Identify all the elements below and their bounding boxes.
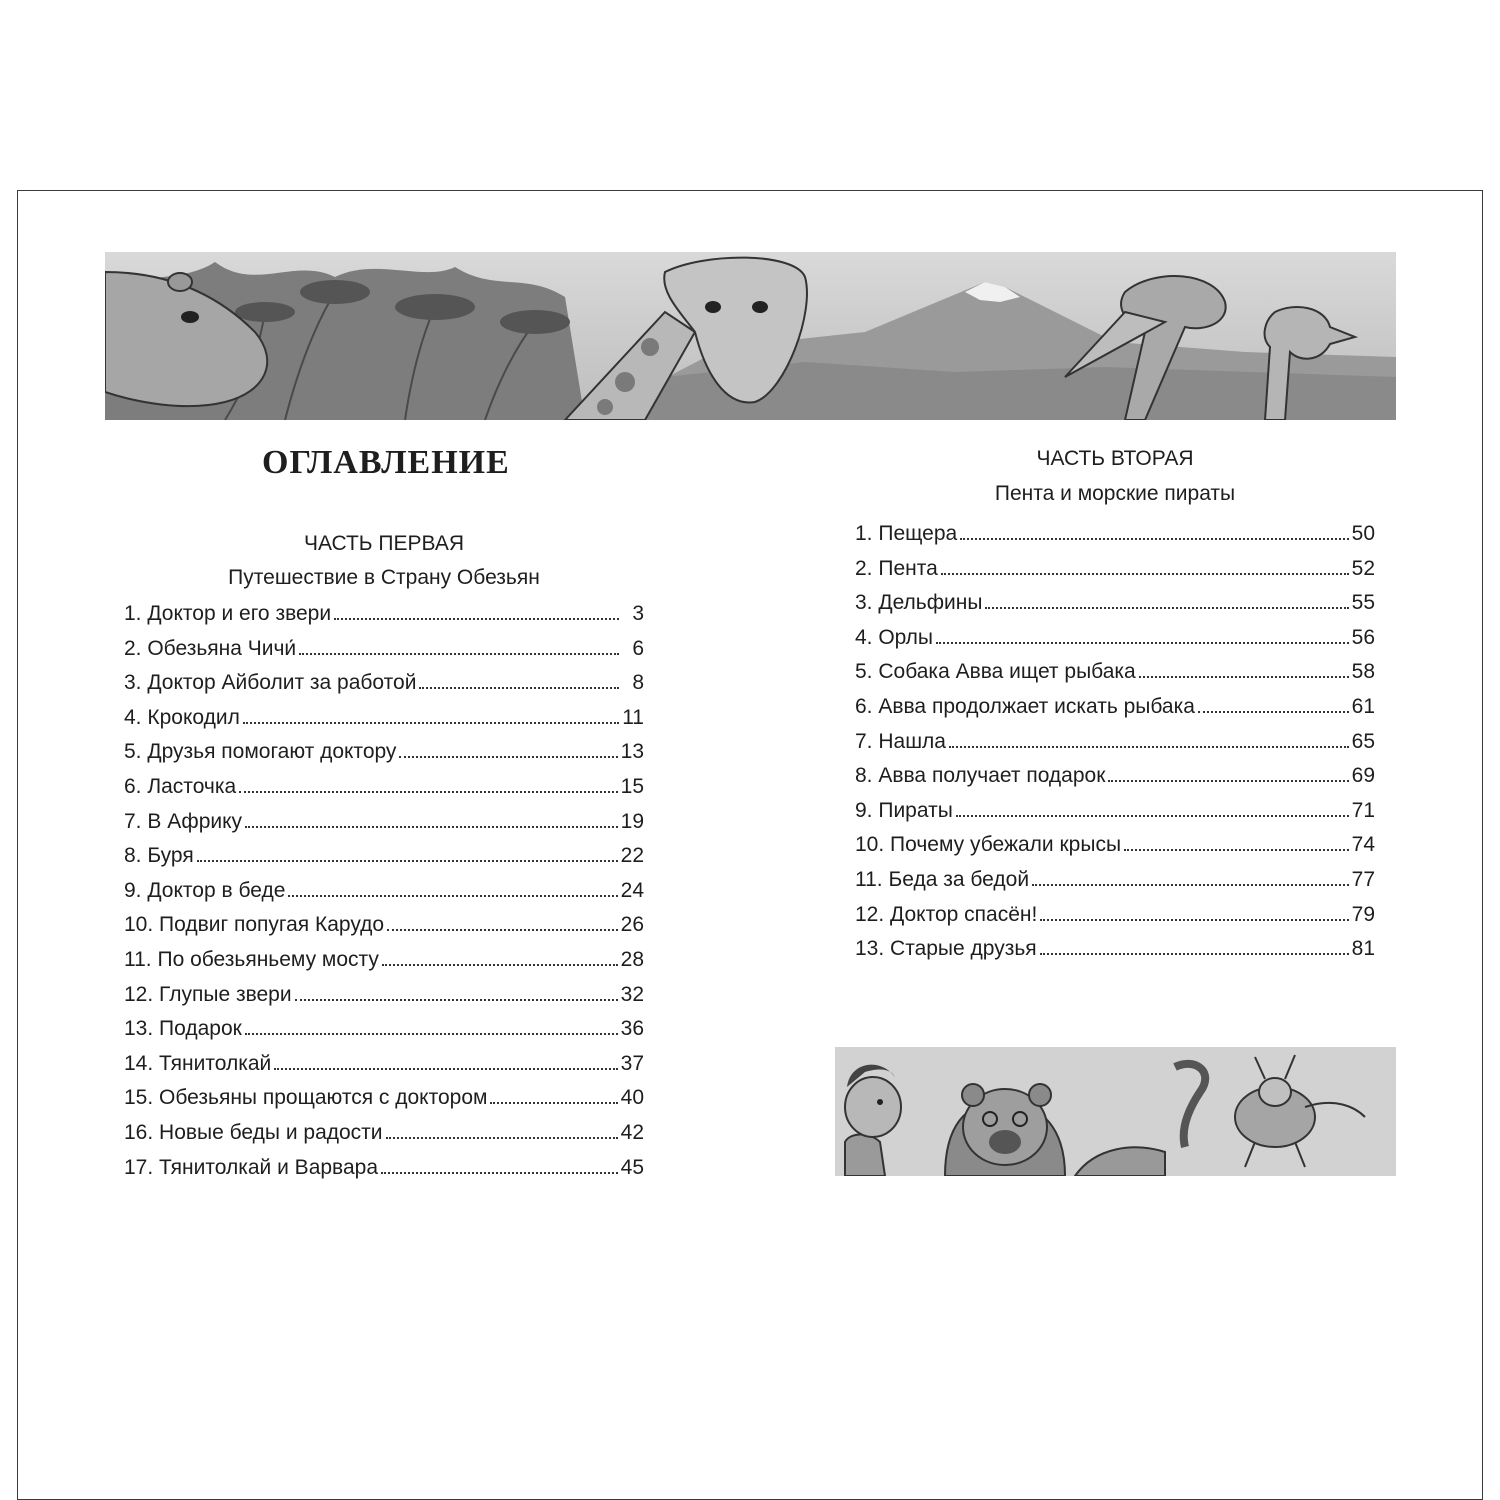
- chapter-title: 1. Пещера: [855, 522, 958, 545]
- page-number: 15: [620, 774, 644, 798]
- page-number: 13: [620, 740, 644, 764]
- chapter-title: 5. Друзья помогают доктору: [124, 740, 397, 764]
- chapter-title: 10. Почему убежали крысы: [855, 833, 1122, 857]
- page-number: 8: [632, 671, 644, 695]
- chapter-title: 16. Новые беды и радости: [124, 1120, 383, 1144]
- chapter-title: 6. Авва продолжает искать рыбака: [855, 694, 1195, 718]
- page-number: 58: [1351, 660, 1375, 684]
- page-number: 55: [1351, 591, 1375, 615]
- chapter-title: 4. Орлы: [855, 625, 933, 649]
- chapter-title: 10. Подвиг попугая Карудо: [124, 913, 385, 937]
- page-number: 19: [620, 809, 644, 833]
- chapter-title: 3. Дельфины: [855, 591, 983, 615]
- page-number: 45: [620, 1155, 644, 1179]
- chapter-title: 8. Авва получает подарок: [855, 764, 1106, 788]
- chapter-title: 2. Обезьяна Чичи́: [124, 636, 297, 660]
- page-number: 3: [632, 602, 644, 625]
- chapter-title: 3. Доктор Айболит за работой: [124, 671, 417, 695]
- chapter-title: 8. Буря: [124, 844, 194, 868]
- part2-subtitle: Пента и морские пираты: [994, 482, 1236, 505]
- chapter-title: 9. Пираты: [855, 798, 953, 822]
- page-number: 37: [620, 1051, 644, 1075]
- chapter-title: 15. Обезьяны прощаются с доктором: [124, 1086, 488, 1110]
- page-number: 50: [1351, 522, 1375, 545]
- page-number: 6: [632, 636, 644, 660]
- chapter-title: 7. В Африку: [124, 809, 243, 833]
- page-number: 22: [620, 844, 644, 868]
- page-number: 69: [1351, 764, 1375, 788]
- part1-subtitle: Путешествие в Страну Обезьян: [228, 566, 540, 589]
- chapter-title: 1. Доктор и его звери: [124, 602, 332, 625]
- page-number: 42: [620, 1120, 644, 1144]
- page-number: 28: [620, 947, 644, 971]
- page-number: 56: [1351, 625, 1375, 649]
- page-number: 32: [620, 982, 644, 1006]
- page-title: ОГЛАВЛЕНИЕ: [262, 444, 510, 481]
- page-number: 79: [1351, 902, 1375, 926]
- chapter-title: 5. Собака Авва ищет рыбака: [855, 660, 1136, 684]
- chapter-title: 11. Беда за бедой: [855, 867, 1030, 891]
- page-number: 65: [1351, 729, 1375, 753]
- page-number: 71: [1351, 798, 1375, 822]
- page-number: 24: [620, 878, 644, 902]
- chapter-title: 7. Нашла: [855, 729, 946, 753]
- scan-page-border: [17, 190, 1483, 1500]
- chapter-title: 11. По обезьяньему мосту: [124, 947, 379, 971]
- chapter-title: 6. Ласточка: [124, 774, 237, 798]
- page-number: 40: [620, 1086, 644, 1110]
- chapter-title: 12. Доктор спасён!: [855, 902, 1038, 926]
- page-number: 11: [622, 705, 644, 729]
- chapter-title: 4. Крокодил: [124, 705, 240, 729]
- page-number: 74: [1351, 833, 1375, 857]
- chapter-title: 12. Глупые звери: [124, 982, 292, 1006]
- part1-heading: ЧАСТЬ ПЕРВАЯ: [303, 532, 465, 555]
- chapter-title: 17. Тянитолкай и Варвара: [124, 1155, 379, 1179]
- page-number: 61: [1351, 694, 1375, 718]
- chapter-title: 9. Доктор в беде: [124, 878, 286, 902]
- page-number: 52: [1351, 556, 1375, 580]
- page-number: 81: [1351, 937, 1375, 961]
- chapter-title: 13. Подарок: [124, 1017, 242, 1041]
- page-number: 26: [620, 913, 644, 937]
- part2-heading: ЧАСТЬ ВТОРАЯ: [1036, 447, 1194, 470]
- page-number: 36: [620, 1017, 644, 1041]
- page-number: 77: [1351, 867, 1375, 891]
- chapter-title: 14. Тянитолкай: [124, 1051, 272, 1075]
- chapter-title: 13. Старые друзья: [855, 937, 1037, 961]
- chapter-title: 2. Пента: [855, 556, 938, 580]
